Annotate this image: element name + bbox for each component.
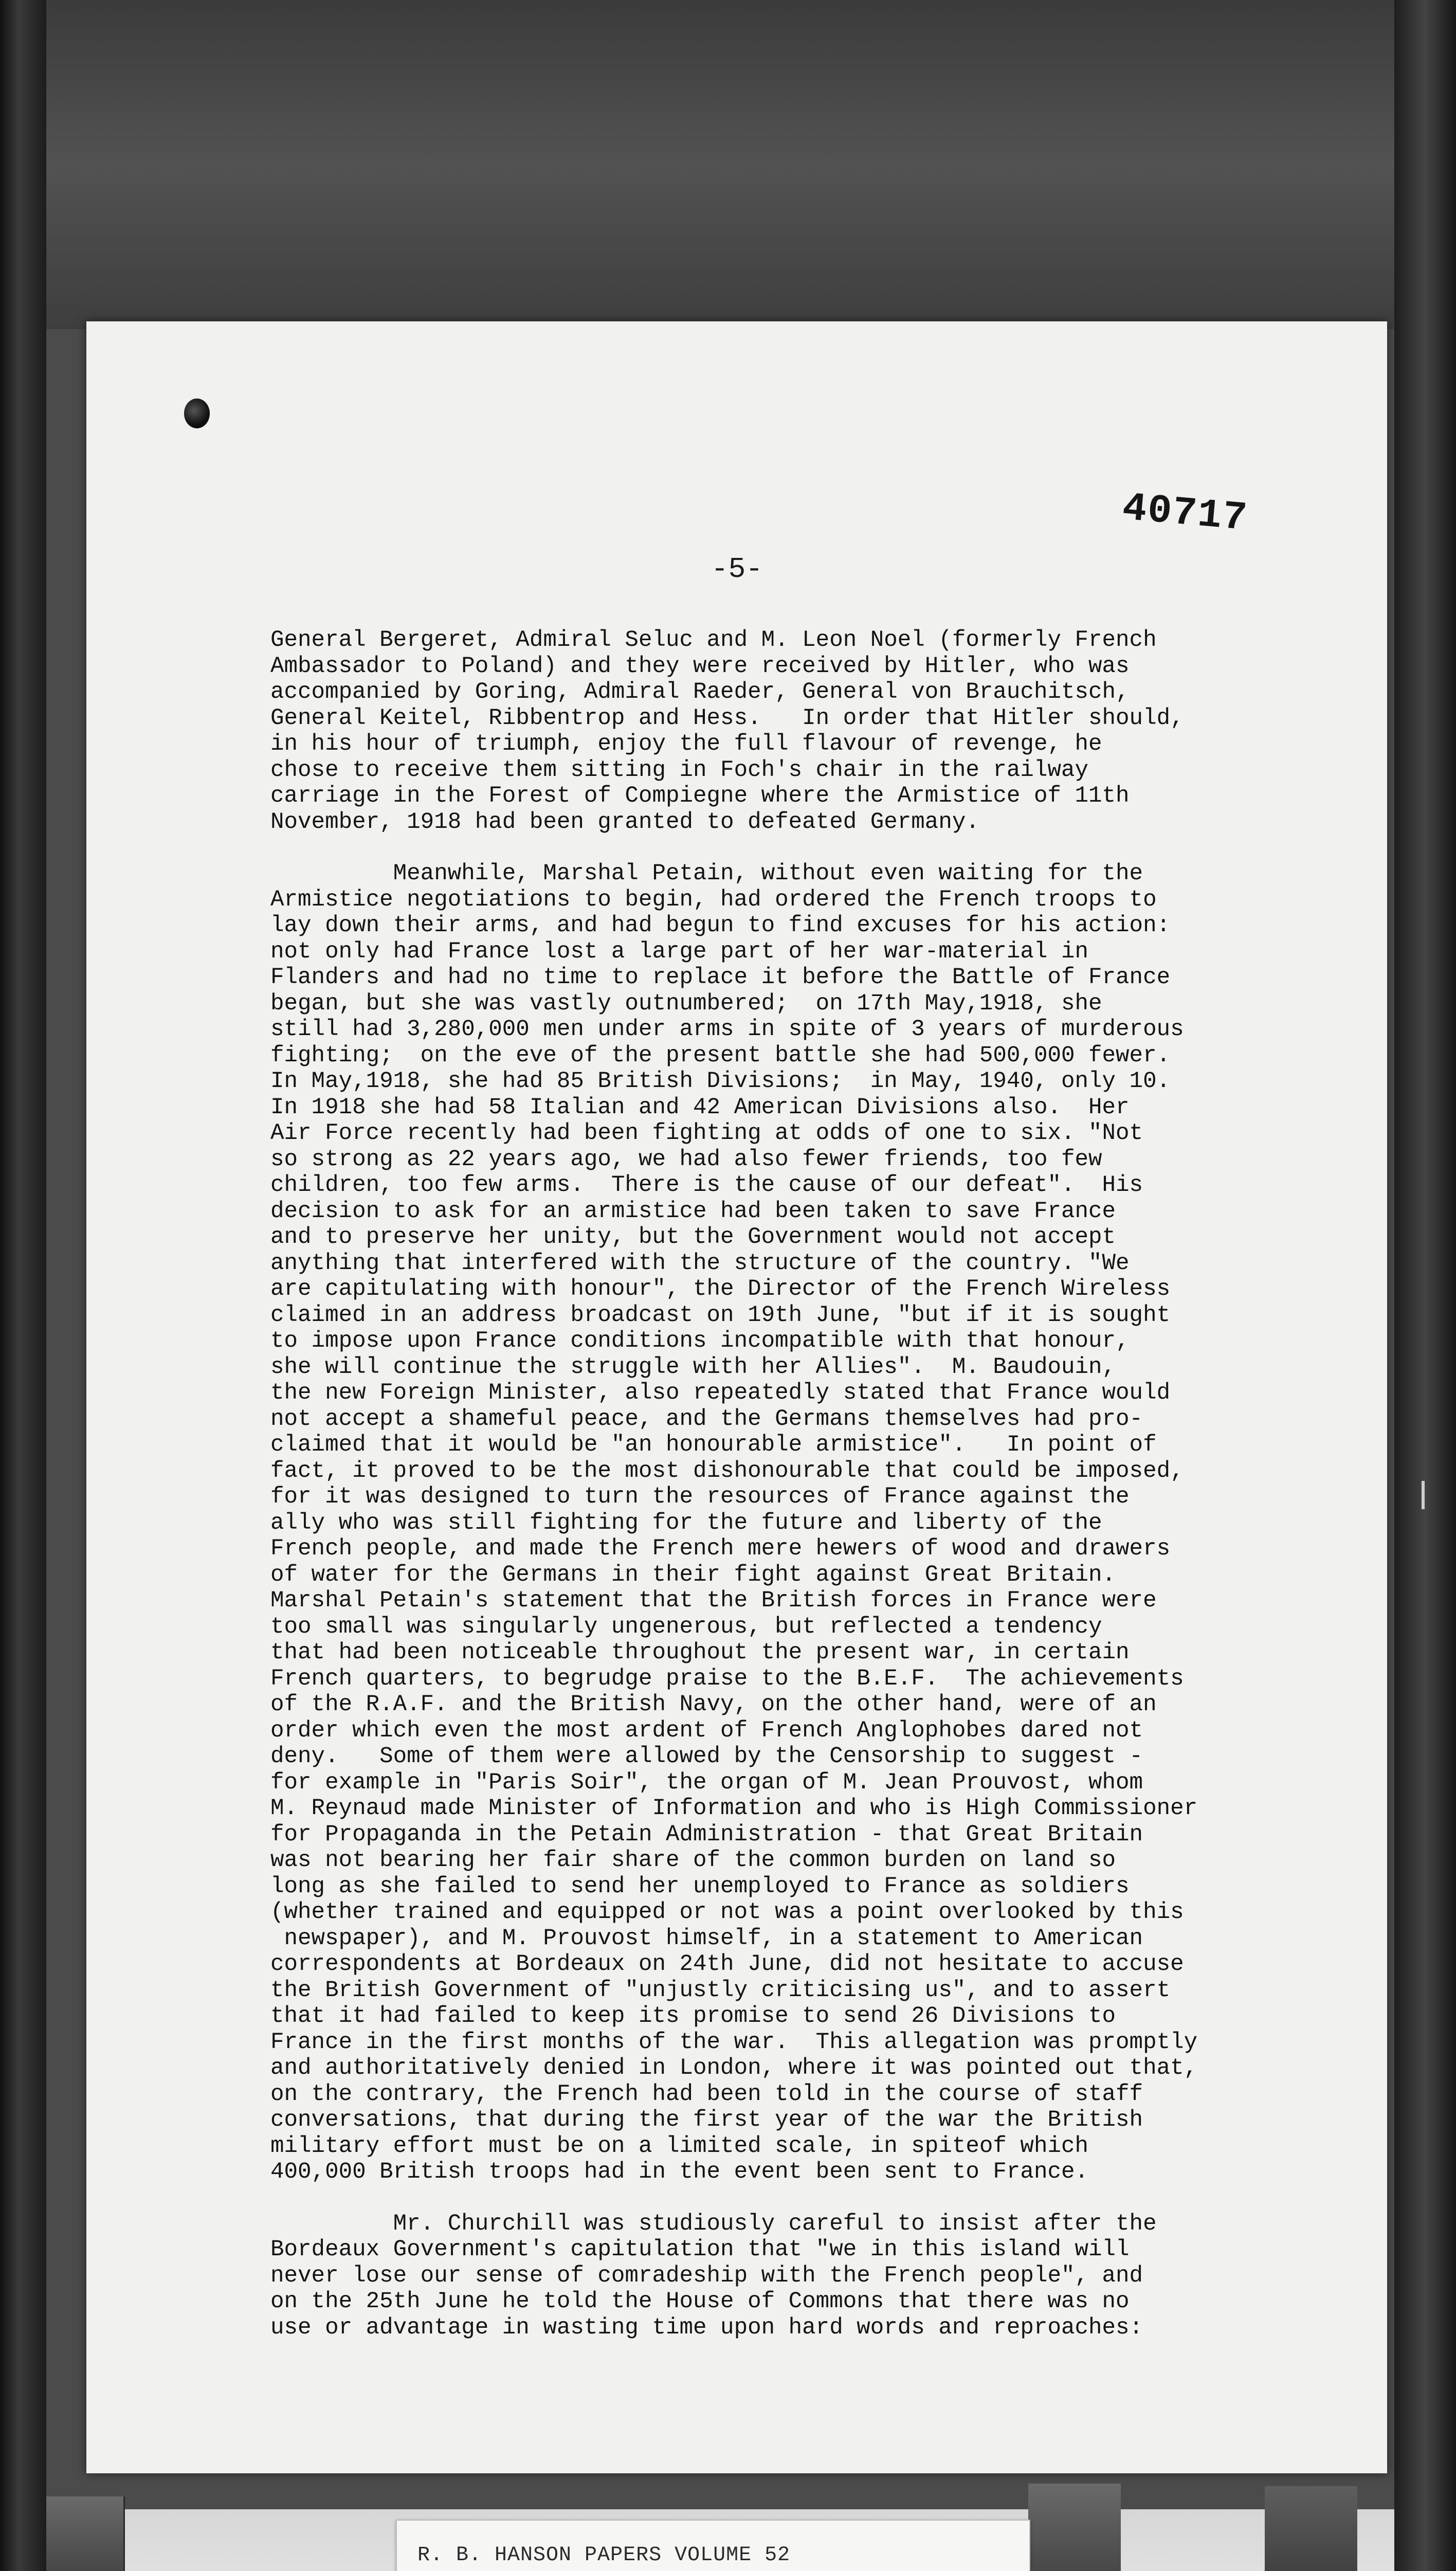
paragraph bbox=[270, 2211, 1376, 2341]
text-line: lay down their arms, and had begun to find excuses for his action: bbox=[270, 913, 1171, 938]
text-line: claimed that it would be "an honourable armistice". In point of bbox=[270, 1432, 1157, 1458]
text-line: the British Government of "unjustly criticising us", and to assert bbox=[270, 1977, 1171, 2003]
mount-clip-right bbox=[1265, 2486, 1357, 2571]
text-line: on the contrary, the French had been told in the course of staff bbox=[270, 2081, 1143, 2107]
text-line: French quarters, to begrudge praise to the B.E.F. The achievements bbox=[270, 1665, 1184, 1692]
archive-stamp-number: 40717 bbox=[1120, 485, 1250, 542]
paragraph bbox=[270, 861, 1376, 2185]
text-line: she will continue the struggle with her Allies". M. Baudouin, bbox=[270, 1354, 1116, 1380]
text-line: fighting; on the eve of the present battle she had 500,000 fewer. bbox=[270, 1042, 1171, 1069]
text-line: of water for the Germans in their fight against Great Britain. bbox=[270, 1562, 1116, 1588]
text-line: for it was designed to turn the resources of France against the bbox=[270, 1484, 1130, 1510]
text-line: of the R.A.F. and the British Navy, on the other hand, were of an bbox=[270, 1692, 1157, 1717]
text-line: November, 1918 had been granted to defeated Germany. bbox=[270, 809, 979, 835]
text-line: deny. Some of them were allowed by the Censorship to suggest - bbox=[270, 1744, 1143, 1769]
text-line: (whether trained and equipped or not was a point overlooked by this bbox=[270, 1899, 1184, 1925]
paragraph bbox=[270, 627, 1376, 835]
text-line: France in the first months of the war. This allegation was promptly bbox=[270, 2029, 1198, 2055]
text-line: ally who was still fighting for the future and liberty of the bbox=[270, 1510, 1102, 1536]
text-line: children, too few arms. There is the cause of our defeat". His bbox=[270, 1172, 1143, 1198]
text-line: so strong as 22 years ago, we had also fewer friends, too few bbox=[270, 1146, 1102, 1172]
text-line: for Propaganda in the Petain Administration - that Great Britain bbox=[270, 1821, 1143, 1848]
text-line: not only had France lost a large part of her war-material in bbox=[270, 938, 1089, 965]
text-line: military effort must be on a limited scale, in spiteof which bbox=[270, 2133, 1089, 2159]
text-line: General Bergeret, Admiral Seluc and M. Leon Noel (formerly French bbox=[270, 627, 1157, 653]
text-line: Mr. Churchill was studiously careful to insist after the bbox=[270, 2211, 1157, 2237]
text-line: 400,000 British troops had in the event been sent to France. bbox=[270, 2159, 1089, 2185]
text-line: Armistice negotiations to begin, had ordered the French troops to bbox=[270, 886, 1157, 913]
text-line: too small was singularly ungenerous, but reflected a tendency bbox=[270, 1614, 1102, 1640]
text-line: began, but she was vastly outnumbered; on 17th May,1918, she bbox=[270, 990, 1102, 1017]
film-edge-left bbox=[0, 0, 46, 2571]
text-line: Marshal Petain's statement that the British forces in France were bbox=[270, 1588, 1157, 1614]
document-body bbox=[270, 627, 1376, 2341]
text-line: fact, it proved to be the most dishonourable that could be imposed, bbox=[270, 1458, 1184, 1484]
margin-mark bbox=[1422, 1481, 1425, 1509]
text-line: Bordeaux Government's capitulation that "we in this island will bbox=[270, 2237, 1130, 2262]
text-line: M. Reynaud made Minister of Information and who is High Commissioner bbox=[270, 1796, 1198, 1821]
text-line: Ambassador to Poland) and they were received by Hitler, who was bbox=[270, 653, 1130, 679]
text-line: In May,1918, she had 85 British Divisions; in May, 1940, only 10. bbox=[270, 1069, 1171, 1094]
text-line: French people, and made the French mere hewers of wood and drawers bbox=[270, 1536, 1171, 1562]
text-line: Air Force recently had been fighting at odds of one to six. "Not bbox=[270, 1120, 1143, 1146]
collection-label-text: R. B. HANSON PAPERS VOLUME 52 bbox=[417, 2544, 791, 2567]
text-line: use or advantage in wasting time upon hard words and reproaches: bbox=[270, 2314, 1143, 2341]
text-line: in his hour of triumph, enjoy the full flavour of revenge, he bbox=[270, 731, 1102, 757]
text-line: order which even the most ardent of French Anglophobes dared not bbox=[270, 1717, 1143, 1744]
text-line: claimed in an address broadcast on 19th June, "but if it is sought bbox=[270, 1302, 1171, 1328]
text-line: General Keitel, Ribbentrop and Hess. In order that Hitler should, bbox=[270, 705, 1184, 731]
text-line: that had been noticeable throughout the present war, in certain bbox=[270, 1640, 1130, 1665]
text-line: on the 25th June he told the House of Commons that there was no bbox=[270, 2289, 1130, 2314]
paragraph-gap bbox=[270, 835, 1376, 861]
document-page bbox=[86, 321, 1387, 2473]
text-line: not accept a shameful peace, and the Germans themselves had pro- bbox=[270, 1406, 1143, 1432]
text-line: long as she failed to send her unemployed to France as soldiers bbox=[270, 1873, 1130, 1899]
text-line: to impose upon France conditions incompatible with that honour, bbox=[270, 1328, 1130, 1354]
page-number: -5- bbox=[711, 553, 763, 586]
text-line: newspaper), and M. Prouvost himself, in a statement to American bbox=[270, 1925, 1143, 1951]
text-line: In 1918 she had 58 Italian and 42 American Divisions also. Her bbox=[270, 1094, 1130, 1120]
microfilm-backdrop-top bbox=[46, 0, 1394, 329]
punch-hole bbox=[184, 399, 210, 428]
text-line: and to preserve her unity, but the Government would not accept bbox=[270, 1224, 1116, 1250]
text-line: chose to receive them sitting in Foch's chair in the railway bbox=[270, 757, 1089, 783]
text-line: correspondents at Bordeaux on 24th June, did not hesitate to accuse bbox=[270, 1951, 1184, 1977]
text-line: Meanwhile, Marshal Petain, without even waiting for the bbox=[270, 861, 1143, 886]
text-line: decision to ask for an armistice had been taken to save France bbox=[270, 1198, 1116, 1224]
text-line: Flanders and had no time to replace it before the Battle of France bbox=[270, 965, 1171, 990]
text-line: the new Foreign Minister, also repeatedly stated that France would bbox=[270, 1380, 1171, 1406]
mount-clip-middle bbox=[1028, 2484, 1121, 2571]
mount-clip-left bbox=[46, 2496, 125, 2571]
text-line: and authoritatively denied in London, where it was pointed out that, bbox=[270, 2055, 1198, 2081]
text-line: carriage in the Forest of Compiegne where the Armistice of 11th bbox=[270, 783, 1130, 809]
collection-label bbox=[396, 2520, 1030, 2571]
text-line: conversations, that during the first year of the war the British bbox=[270, 2107, 1143, 2133]
text-line: anything that interfered with the structure of the country. "We bbox=[270, 1250, 1130, 1276]
text-line: are capitulating with honour", the Director of the French Wireless bbox=[270, 1276, 1171, 1302]
text-line: never lose our sense of comradeship with the French people", and bbox=[270, 2262, 1143, 2289]
text-line: that it had failed to keep its promise to send 26 Divisions to bbox=[270, 2003, 1116, 2029]
paragraph-gap bbox=[270, 2185, 1376, 2211]
text-line: still had 3,280,000 men under arms in spite of 3 years of murderous bbox=[270, 1017, 1184, 1042]
text-line: for example in "Paris Soir", the organ of M. Jean Prouvost, whom bbox=[270, 1769, 1143, 1796]
film-edge-right bbox=[1394, 0, 1456, 2571]
text-line: was not bearing her fair share of the common burden on land so bbox=[270, 1848, 1116, 1873]
text-line: accompanied by Goring, Admiral Raeder, General von Brauchitsch, bbox=[270, 679, 1130, 705]
